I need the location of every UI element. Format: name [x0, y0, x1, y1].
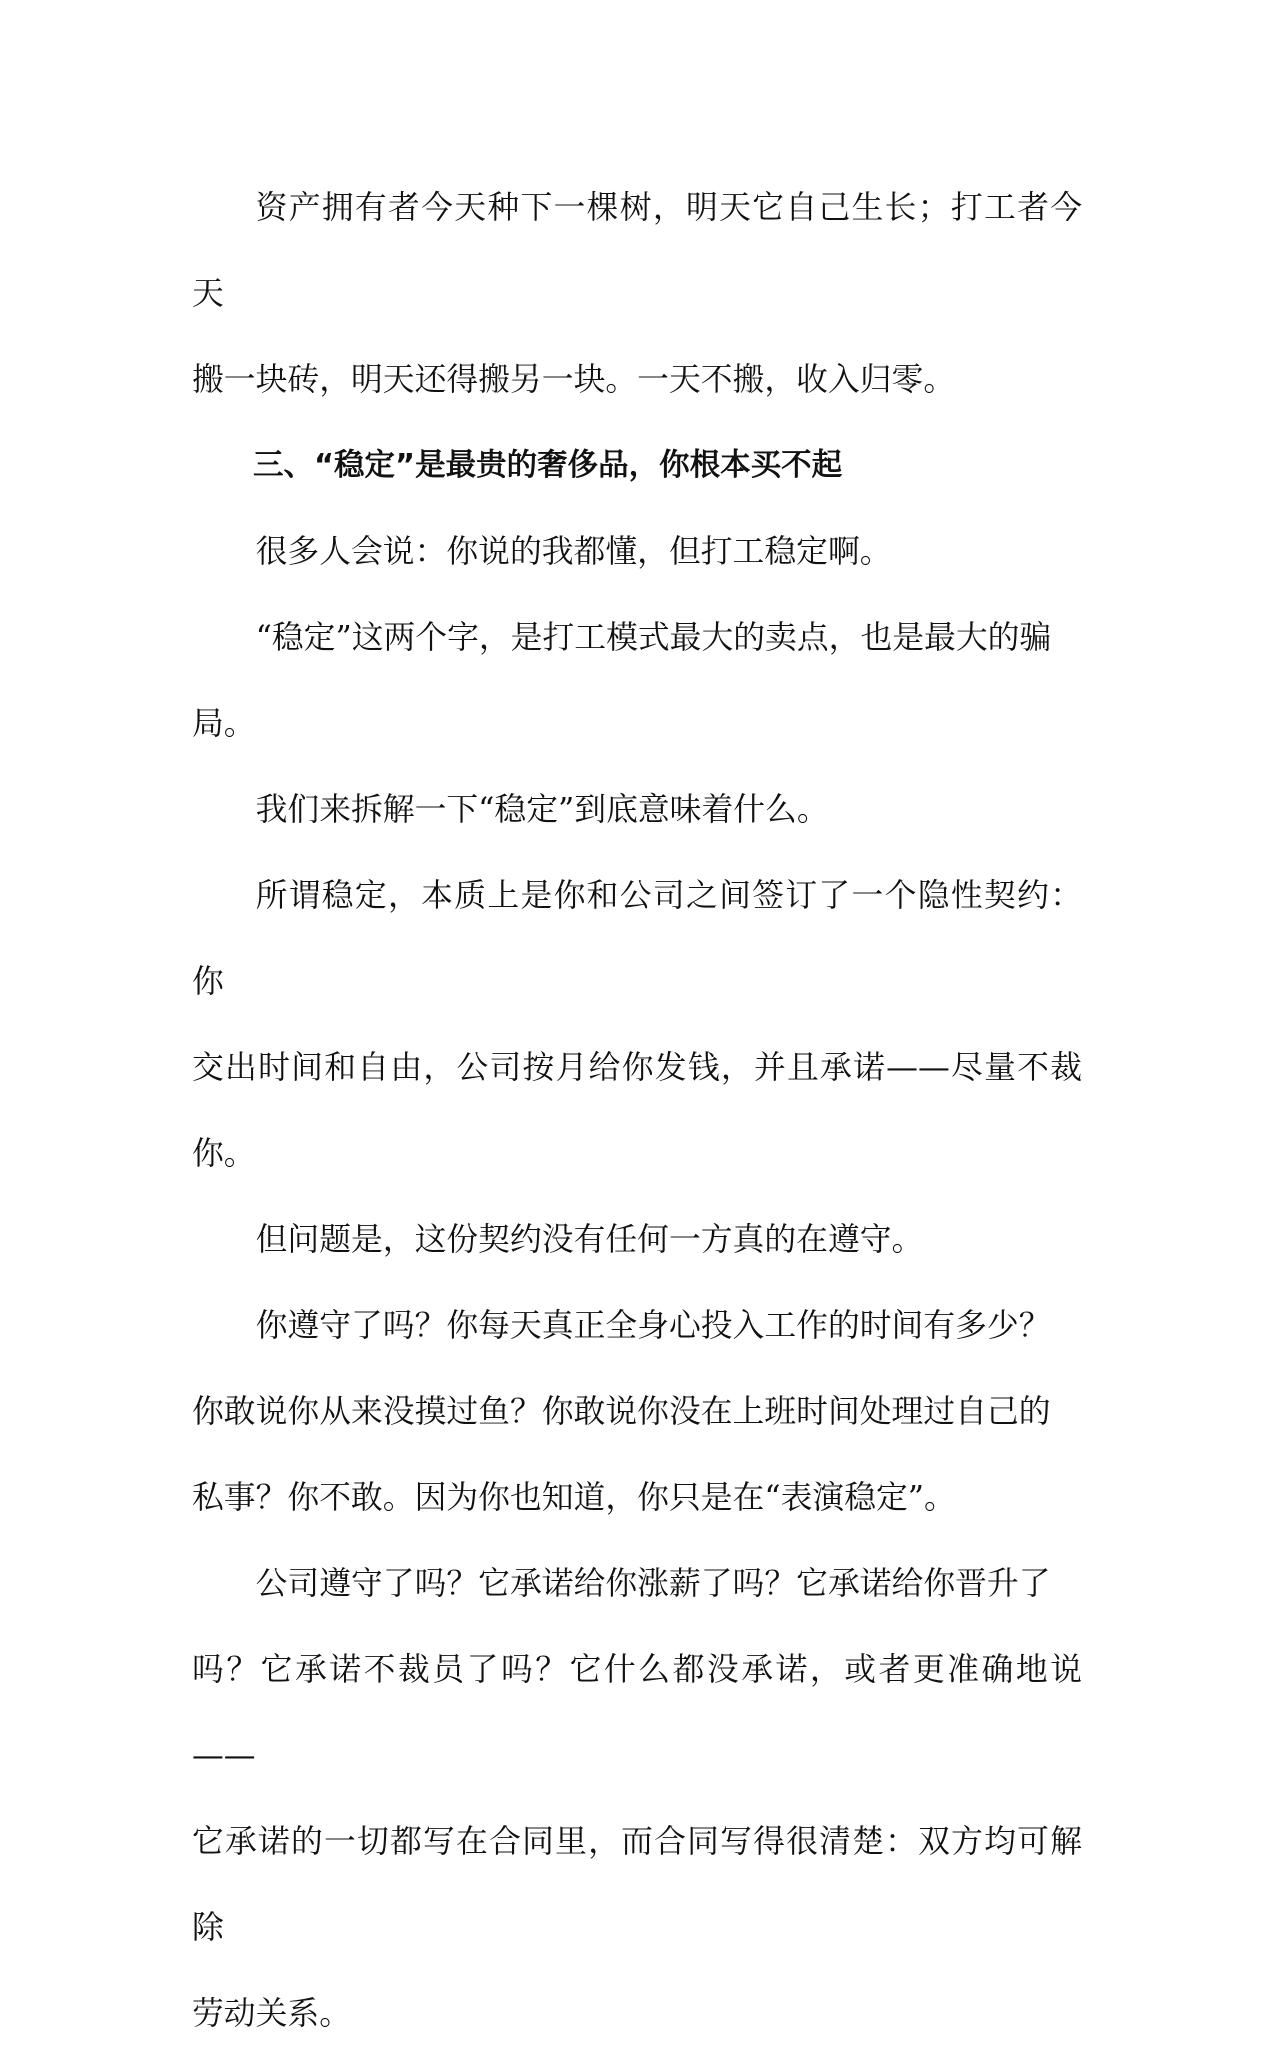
text-line: 很多人会说：你说的我都懂，但打工稳定啊。 [255, 533, 892, 570]
text-line: 吗？它承诺不裁员了吗？它什么都没承诺，或者更准确地说—— [192, 1651, 1082, 1774]
paragraph-implicit-contract [192, 853, 1082, 1197]
paragraph-dissect-stability [192, 767, 1082, 853]
text-line: 你遵守了吗？你每天真正全身心投入工作的时间有多少？ [255, 1307, 1051, 1344]
text-line: 搬一块砖，明天还得搬另一块。一天不搬，收入归零。 [192, 361, 956, 398]
text-line: 我们来拆解一下“稳定”到底意味着什么。 [255, 791, 829, 828]
text-line: “稳定”这两个字，是打工模式最大的卖点，也是最大的骗 [255, 619, 1052, 656]
text-line: 资产拥有者今天种下一棵树，明天它自己生长；打工者今天 [192, 189, 1082, 312]
section-heading [192, 423, 1082, 509]
heading-text: 三、“稳定”是最贵的奢侈品，你根本买不起 [253, 448, 843, 483]
text-line: 局。 [192, 705, 256, 742]
text-line: 所谓稳定，本质上是你和公司之间签订了一个隐性契约：你 [192, 877, 1082, 1000]
paragraph-stability-selling-point [192, 595, 1082, 767]
document-body [192, 165, 1082, 2057]
paragraph-many-people-say [192, 509, 1082, 595]
paragraph-did-you-comply [192, 1283, 1082, 1541]
text-line: 劳动关系。 [192, 1995, 351, 2032]
paragraph-did-company-comply [192, 1541, 1082, 2057]
text-line: 公司遵守了吗？它承诺给你涨薪了吗？它承诺给你晋升了 [255, 1565, 1051, 1602]
text-line: 你敢说你从来没摸过鱼？你敢说你没在上班时间处理过自己的 [192, 1393, 1051, 1430]
paragraph-nobody-complies [192, 1197, 1082, 1283]
text-line: 但问题是，这份契约没有任何一方真的在遵守。 [255, 1221, 924, 1258]
text-line: 它承诺的一切都写在合同里，而合同写得很清楚：双方均可解除 [192, 1823, 1082, 1946]
paragraph-asset-owner [192, 165, 1082, 423]
text-line: 交出时间和自由，公司按月给你发钱，并且承诺——尽量不裁你。 [192, 1049, 1082, 1172]
text-line: 私事？你不敢。因为你也知道，你只是在“表演稳定”。 [192, 1479, 956, 1516]
